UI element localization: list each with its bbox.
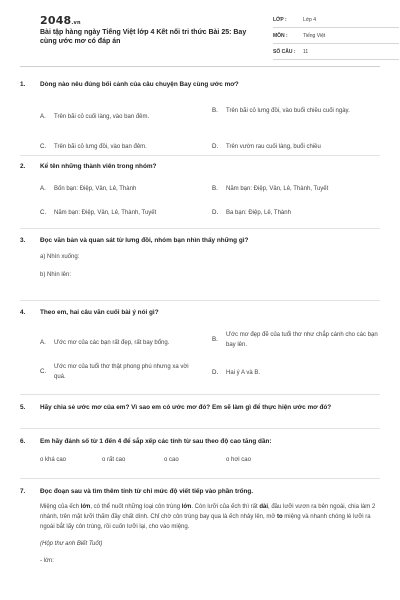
passage-segment: Miệng của ếch — [40, 504, 81, 511]
question-text: Kể tên những thành viên trong nhóm? — [40, 163, 157, 170]
meta-key: SỐ CÂU : — [273, 48, 296, 55]
passage-keyword: lớn — [80, 504, 91, 511]
option-a[interactable] — [40, 185, 200, 194]
meta-panel — [273, 14, 399, 62]
divider — [20, 394, 380, 395]
option-d[interactable] — [212, 209, 380, 218]
question-7 — [20, 487, 380, 567]
option-text: Trên vườn rau cuối làng, buổi chiều — [226, 144, 321, 151]
option-text: Ba bạn: Điệp, Lê, Thành — [226, 210, 291, 217]
question-text: Theo em, hai câu văn cuối bài ý nói gì? — [40, 309, 159, 316]
question-text: Em hãy đánh số từ 1 đến 4 để sắp xếp các tính từ sau theo độ cao tăng dần: — [40, 438, 272, 445]
options — [40, 89, 380, 151]
question-number: 6. — [20, 438, 26, 445]
option-d[interactable] — [212, 143, 380, 152]
ordering-item[interactable]: o rất cao — [102, 457, 126, 464]
divider — [20, 478, 380, 479]
option-c[interactable] — [40, 363, 190, 382]
passage-keyword: to — [276, 514, 283, 521]
question-text: Đọc văn bản và quan sát từ lưng đồi, nhóm bạn nhìn thấy những gì? — [40, 237, 249, 244]
divider — [20, 155, 380, 156]
option-text: Hai ý A và B. — [226, 370, 261, 377]
option-c[interactable] — [40, 143, 200, 152]
option-letter: C. — [40, 143, 47, 151]
divider — [20, 428, 380, 429]
question-text: Hãy chia sẻ ước mơ của em? Vì sao em có ước mơ đó? Em sẽ làm gì để thực hiện ước mơ đó? — [40, 404, 332, 411]
option-letter: B. — [212, 336, 218, 344]
document-title: Bài tập hàng ngày Tiếng Việt lớp 4 Kết nối tri thức Bài 25: Bay cùng ước mơ có đáp án — [40, 29, 247, 46]
question-heading — [20, 80, 380, 89]
question-heading — [20, 437, 380, 446]
ordering-item[interactable]: o hơi cao — [226, 457, 251, 464]
option-letter: D. — [212, 209, 219, 217]
option-letter: A. — [40, 113, 46, 121]
option-text: Ước mơ đẹp đẽ của tuổi thơ như chắp cánh cho các bạn bay lên. — [226, 332, 378, 348]
option-letter: A. — [40, 339, 46, 347]
question-6 — [20, 437, 380, 465]
option-text: Năm bạn: Điệp, Vân, Lê, Thành, Tuyết — [226, 186, 329, 193]
meta-key: MÔN : — [273, 32, 288, 39]
question-5 — [20, 403, 380, 412]
passage-source: (Hộp thư anh Biết Tuốt) — [40, 540, 103, 547]
option-text: Bốn bạn: Điệp, Vân, Lê, Thành — [54, 186, 137, 193]
meta-row-count — [273, 46, 399, 60]
option-text: Trên bãi cỏ lưng đồi, vào ban đêm. — [54, 144, 147, 151]
question-number: 5. — [20, 404, 26, 411]
meta-value: Lớp 4 — [303, 16, 317, 23]
ordering-options — [40, 456, 380, 465]
passage-keyword: dài — [259, 504, 268, 511]
passage-segment: , có thể nuốt những loại côn trùng — [90, 504, 182, 511]
option-text: Trên bãi cỏ lưng đồi, vào buổi chiều cuối ngày. — [226, 108, 350, 115]
meta-value: 11 — [303, 48, 309, 55]
meta-value: Tiếng Việt — [303, 32, 326, 39]
divider — [20, 228, 380, 229]
question-heading — [20, 236, 380, 245]
question-3 — [20, 236, 380, 281]
site-logo[interactable] — [40, 13, 81, 29]
option-letter: D. — [212, 369, 219, 377]
question-number: 2. — [20, 163, 26, 170]
option-letter: D. — [212, 143, 219, 151]
option-a[interactable] — [40, 339, 212, 348]
option-b[interactable] — [212, 185, 380, 194]
meta-row-subject — [273, 30, 399, 44]
question-4 — [20, 308, 380, 387]
header-divider — [20, 66, 380, 67]
answer-line[interactable]: - lớn: — [40, 557, 54, 564]
divider — [20, 300, 380, 301]
option-letter: C. — [40, 209, 47, 217]
question-heading — [20, 308, 380, 317]
option-text: Ước mơ của các bạn rất đẹp, rất bay bổng. — [54, 340, 170, 347]
ordering-item[interactable]: o khá cao — [40, 457, 67, 464]
reading-passage — [40, 503, 380, 533]
answer-line-a[interactable]: a) Nhìn xuống: — [40, 254, 80, 261]
meta-key: LỚP : — [273, 16, 287, 23]
question-heading — [20, 403, 380, 412]
question-text: Đọc đoạn sau và tìm thêm tính từ chỉ mức độ viết tiếp vào phần trống. — [40, 488, 254, 495]
passage-keyword: lớn — [181, 504, 192, 511]
option-letter: A. — [40, 185, 46, 193]
passage-segment: , đầu lưỡi vươn ra bên ngoài, chia làm 2 nhánh, trên mặt lưỡi thấm đầy chất dính. Chỉ chờ côn trùng bay qua là ếch nhảy lên, mở — [40, 504, 376, 521]
header — [20, 0, 380, 62]
option-c[interactable] — [40, 209, 200, 218]
logo-main: 2048 — [40, 14, 72, 27]
question-heading — [20, 162, 380, 171]
option-letter: C. — [40, 368, 47, 376]
options — [40, 171, 380, 221]
option-letter: B. — [212, 107, 218, 115]
option-b[interactable] — [212, 331, 380, 350]
ordering-item[interactable]: o cao — [164, 457, 179, 464]
option-text: Năm bạn: Điệp, Vân, Lê, Thành, Tuyết — [54, 210, 157, 217]
question-number: 3. — [20, 237, 26, 244]
logo-sub: .vn — [71, 20, 81, 26]
options — [40, 317, 380, 387]
option-text: Trên bãi cỏ cuối làng, vào ban đêm. — [54, 114, 150, 121]
question-number: 7. — [20, 488, 26, 495]
question-heading — [20, 487, 380, 496]
answer-line-b[interactable]: b) Nhìn lên: — [40, 272, 72, 279]
question-number: 1. — [20, 81, 26, 88]
question-1 — [20, 80, 380, 151]
meta-row-grade — [273, 14, 399, 28]
passage-segment: . Còn lưỡi của ếch thì rất — [191, 504, 260, 511]
option-a[interactable] — [40, 113, 200, 122]
option-text: Ước mơ của tuổi thơ thật phong phú nhưng xa vời quá. — [54, 364, 189, 380]
question-text: Dòng nào nêu đúng bối cảnh của câu chuyện Bay cùng ước mơ? — [40, 81, 239, 88]
question-number: 4. — [20, 309, 26, 316]
option-d[interactable] — [212, 369, 380, 378]
option-letter: B. — [212, 185, 218, 193]
passage-segment: miệng và nhanh chóng lè lưỡi ra ngoài bắt lấy côn trùng, rồi cuốn lưỡi lại, cho vào miệng. — [40, 514, 371, 531]
option-b[interactable] — [212, 107, 380, 116]
question-2 — [20, 162, 380, 221]
